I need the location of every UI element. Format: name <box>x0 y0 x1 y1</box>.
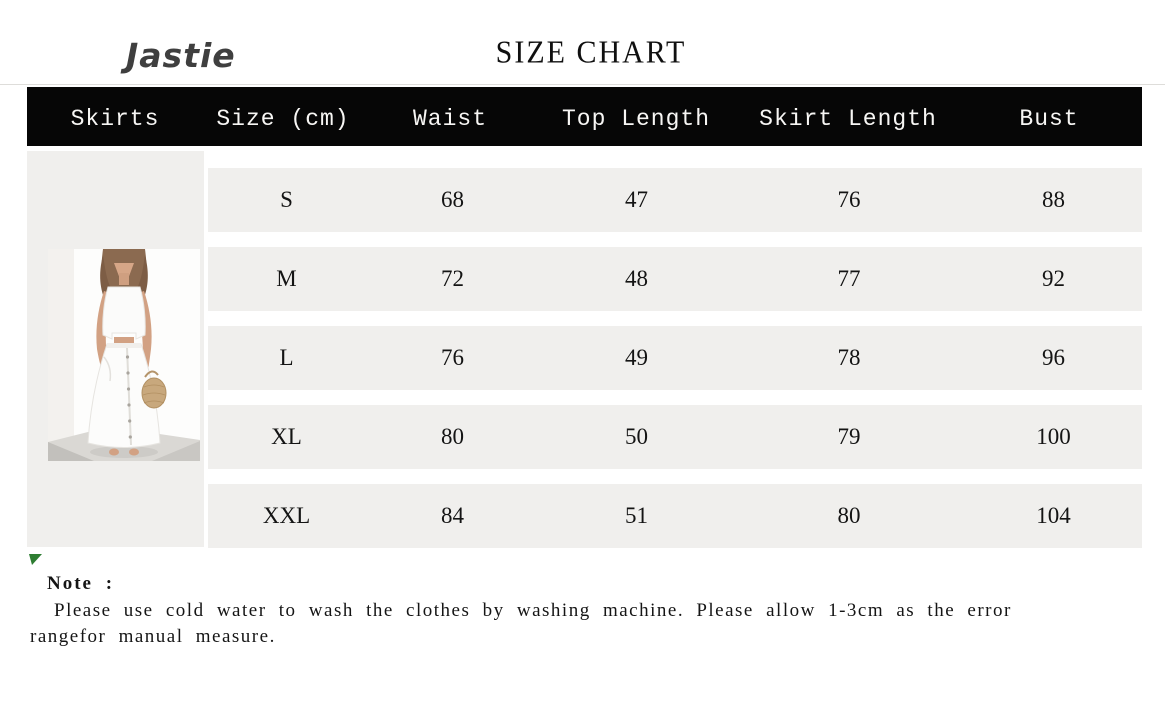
cell-skirt-length: 77 <box>837 266 861 291</box>
cell-bust: 104 <box>1036 503 1071 528</box>
table-header <box>27 87 1142 146</box>
model-illustration <box>48 249 200 461</box>
cell-top-length: 51 <box>625 503 648 528</box>
corner-marker-icon <box>29 554 42 565</box>
cell-waist: 84 <box>441 503 464 528</box>
table-row <box>208 247 1142 311</box>
product-photo <box>48 249 200 461</box>
header-cell-waist: Waist <box>412 105 488 132</box>
cell-top-length: 50 <box>625 424 648 449</box>
cell-waist: 72 <box>441 266 464 291</box>
header-cell-bust: Bust <box>1019 105 1079 132</box>
cell-bust: 92 <box>1042 266 1065 291</box>
note-text-line1: Please use cold water to wash the clothes by washing machine. Please allow 1-3cm as the error <box>54 600 1012 621</box>
brand-logo: Jastie <box>126 36 236 75</box>
cell-size: XXL <box>262 503 311 528</box>
divider-line <box>0 84 1165 85</box>
page-title: SIZE CHART <box>495 35 687 70</box>
cell-waist: 68 <box>441 187 464 212</box>
header-cell-product: Skirts <box>70 105 160 132</box>
cell-waist: 80 <box>441 424 464 449</box>
cell-bust: 100 <box>1036 424 1071 449</box>
cell-size: XL <box>271 424 302 449</box>
note-text-line2: rangefor manual measure. <box>30 626 276 647</box>
table-row <box>208 405 1142 469</box>
cell-skirt-length: 80 <box>837 503 861 528</box>
cell-top-length: 48 <box>625 266 648 291</box>
cell-bust: 88 <box>1042 187 1065 212</box>
cell-top-length: 47 <box>625 187 648 212</box>
cell-size: S <box>280 187 293 212</box>
cell-skirt-length: 78 <box>837 345 861 370</box>
header-cell-skirt-length: Skirt Length <box>759 105 937 132</box>
header-cell-top-length: Top Length <box>561 105 711 132</box>
table-row <box>208 484 1142 548</box>
cell-skirt-length: 79 <box>837 424 861 449</box>
table-row <box>208 326 1142 390</box>
cell-size: M <box>276 266 297 291</box>
cell-waist: 76 <box>441 345 464 370</box>
note-title: Note : <box>47 573 115 594</box>
cell-size: L <box>279 345 294 370</box>
header-cell-size: Size (cm) <box>216 105 350 132</box>
table-row <box>208 168 1142 232</box>
cell-bust: 96 <box>1042 345 1065 370</box>
cell-top-length: 49 <box>625 345 648 370</box>
cell-skirt-length: 76 <box>837 187 861 212</box>
